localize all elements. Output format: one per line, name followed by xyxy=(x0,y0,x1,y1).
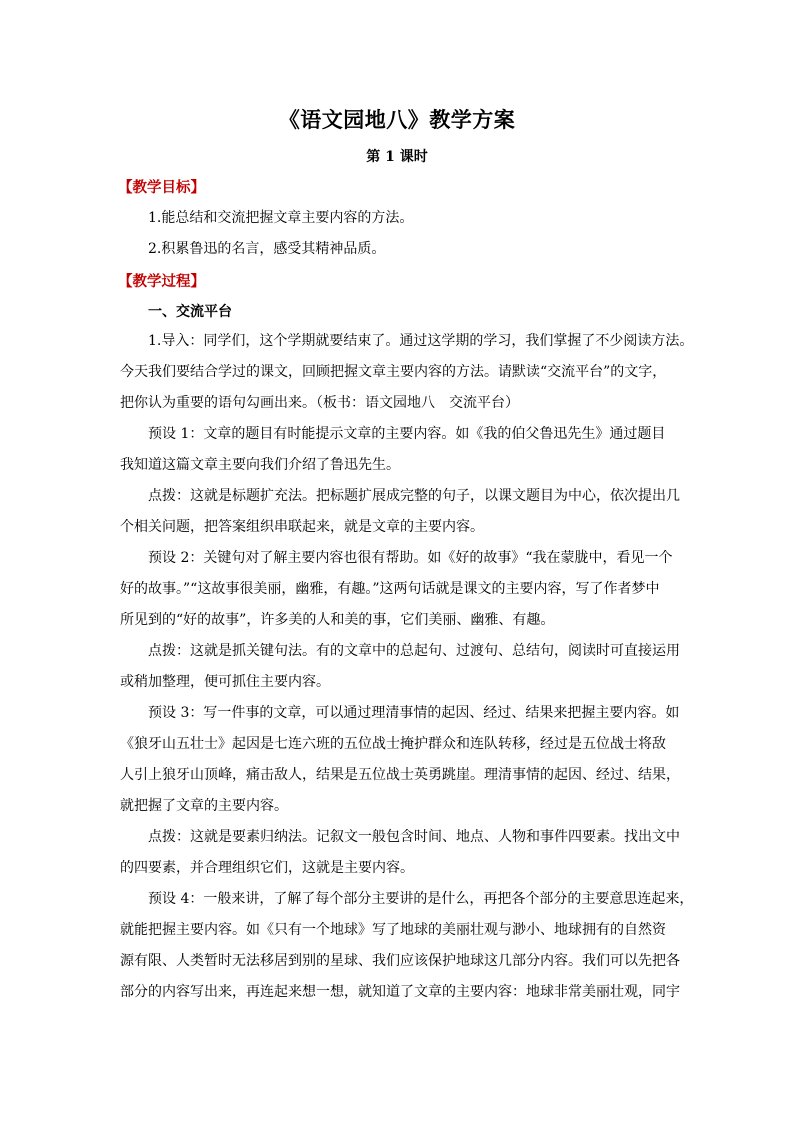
section-heading: 一、交流平台 xyxy=(148,304,232,320)
paragraph-line: 就把握了文章的主要内容。 xyxy=(120,798,288,814)
paragraph-line: 《狼牙山五壮士》起因是七连六班的五位战士掩护群众和连队转移，经过是五位战士将敌 xyxy=(120,736,666,752)
paragraph-line: 点拨：这就是要素归纳法。记叙文一般包含时间、地点、人物和事件四要素。找出文中 xyxy=(148,829,680,845)
paragraph-line: 部分的内容写出来，再连起来想一想，就知道了文章的主要内容：地球非常美丽壮观，同宇 xyxy=(120,984,680,1000)
paragraph-line: 点拨：这就是标题扩充法。把标题扩展成完整的句子，以课文题目为中心，依次提出几 xyxy=(148,488,680,504)
paragraph xyxy=(120,822,680,884)
goal-item: 2.积累鲁迅的名言，感受其精神品质。 xyxy=(148,241,386,257)
paragraph-line: 预设 2：关键句对了解主要内容也很有帮助。如《好的故事》“我在蒙胧中，看见一个 xyxy=(148,550,673,566)
paragraph-line: 的四要素，并合理组织它们，这就是主要内容。 xyxy=(120,860,414,876)
paragraph-line: 好的故事。”“这故事很美丽，幽雅，有趣。”这两句话就是课文的主要内容，写了作者梦中 xyxy=(120,581,660,597)
lesson-subtitle: 第 1 课时 xyxy=(366,149,428,165)
paragraph-line: 人引上狼牙山顶峰，痛击敌人，结果是五位战士英勇跳崖。理清事情的起因、经过、结果， xyxy=(120,767,680,783)
goals-heading: 【教学目标】 xyxy=(118,179,205,196)
paragraph-line: 所见到的“好的故事”，许多美的人和美的事，它们美丽、幽雅、有趣。 xyxy=(120,612,555,628)
paragraph-line: 把你认为重要的语句勾画出来。（板书：语文园地八 交流平台） xyxy=(120,395,519,411)
goals-list xyxy=(120,203,680,265)
paragraph-line: 或稍加整理，便可抓住主要内容。 xyxy=(120,674,330,690)
paragraph xyxy=(120,636,680,698)
paragraph-line: 个相关问题，把答案组织串联起来，就是文章的主要内容。 xyxy=(120,519,484,535)
paragraph-line: 我知道这篇文章主要向我们介绍了鲁迅先生。 xyxy=(120,457,400,473)
paragraph xyxy=(120,326,694,419)
paragraph xyxy=(120,884,694,1008)
paragraph xyxy=(120,419,680,481)
paragraph-line: 预设 1：文章的题目有时能提示文章的主要内容。如《我的伯父鲁迅先生》通过题目 xyxy=(148,426,666,442)
document-title: 《语文园地八》教学方案 xyxy=(278,107,516,132)
paragraph xyxy=(120,698,680,822)
paragraph-line: 1.导入：同学们，这个学期就要结束了。通过这学期的学习，我们掌握了不少阅读方法。 xyxy=(148,333,694,349)
paragraph-line: 预设 4：一般来讲，了解了每个部分主要讲的是什么，再把各个部分的主要意思连起来， xyxy=(148,891,694,907)
paragraph xyxy=(120,543,680,636)
paragraph xyxy=(120,481,680,543)
goal-item: 1.能总结和交流把握文章主要内容的方法。 xyxy=(148,210,414,226)
paragraph-line: 源有限、人类暂时无法移居到别的星球、我们应该保护地球这几部分内容。我们可以先把各 xyxy=(120,953,680,969)
paragraph-line: 预设 3：写一件事的文章，可以通过理清事情的起因、经过、结果来把握主要内容。如 xyxy=(148,705,680,721)
process-heading: 【教学过程】 xyxy=(118,273,205,290)
paragraph-line: 今天我们要结合学过的课文，回顾把握文章主要内容的方法。请默读“交流平台”的文字， xyxy=(120,364,667,380)
paragraph-line: 点拨：这就是抓关键句法。有的文章中的总起句、过渡句、总结句，阅读时可直接运用 xyxy=(148,643,680,659)
paragraph-line: 就能把握主要内容。如《只有一个地球》写了地球的美丽壮观与渺小、地球拥有的自然资 xyxy=(120,922,666,938)
